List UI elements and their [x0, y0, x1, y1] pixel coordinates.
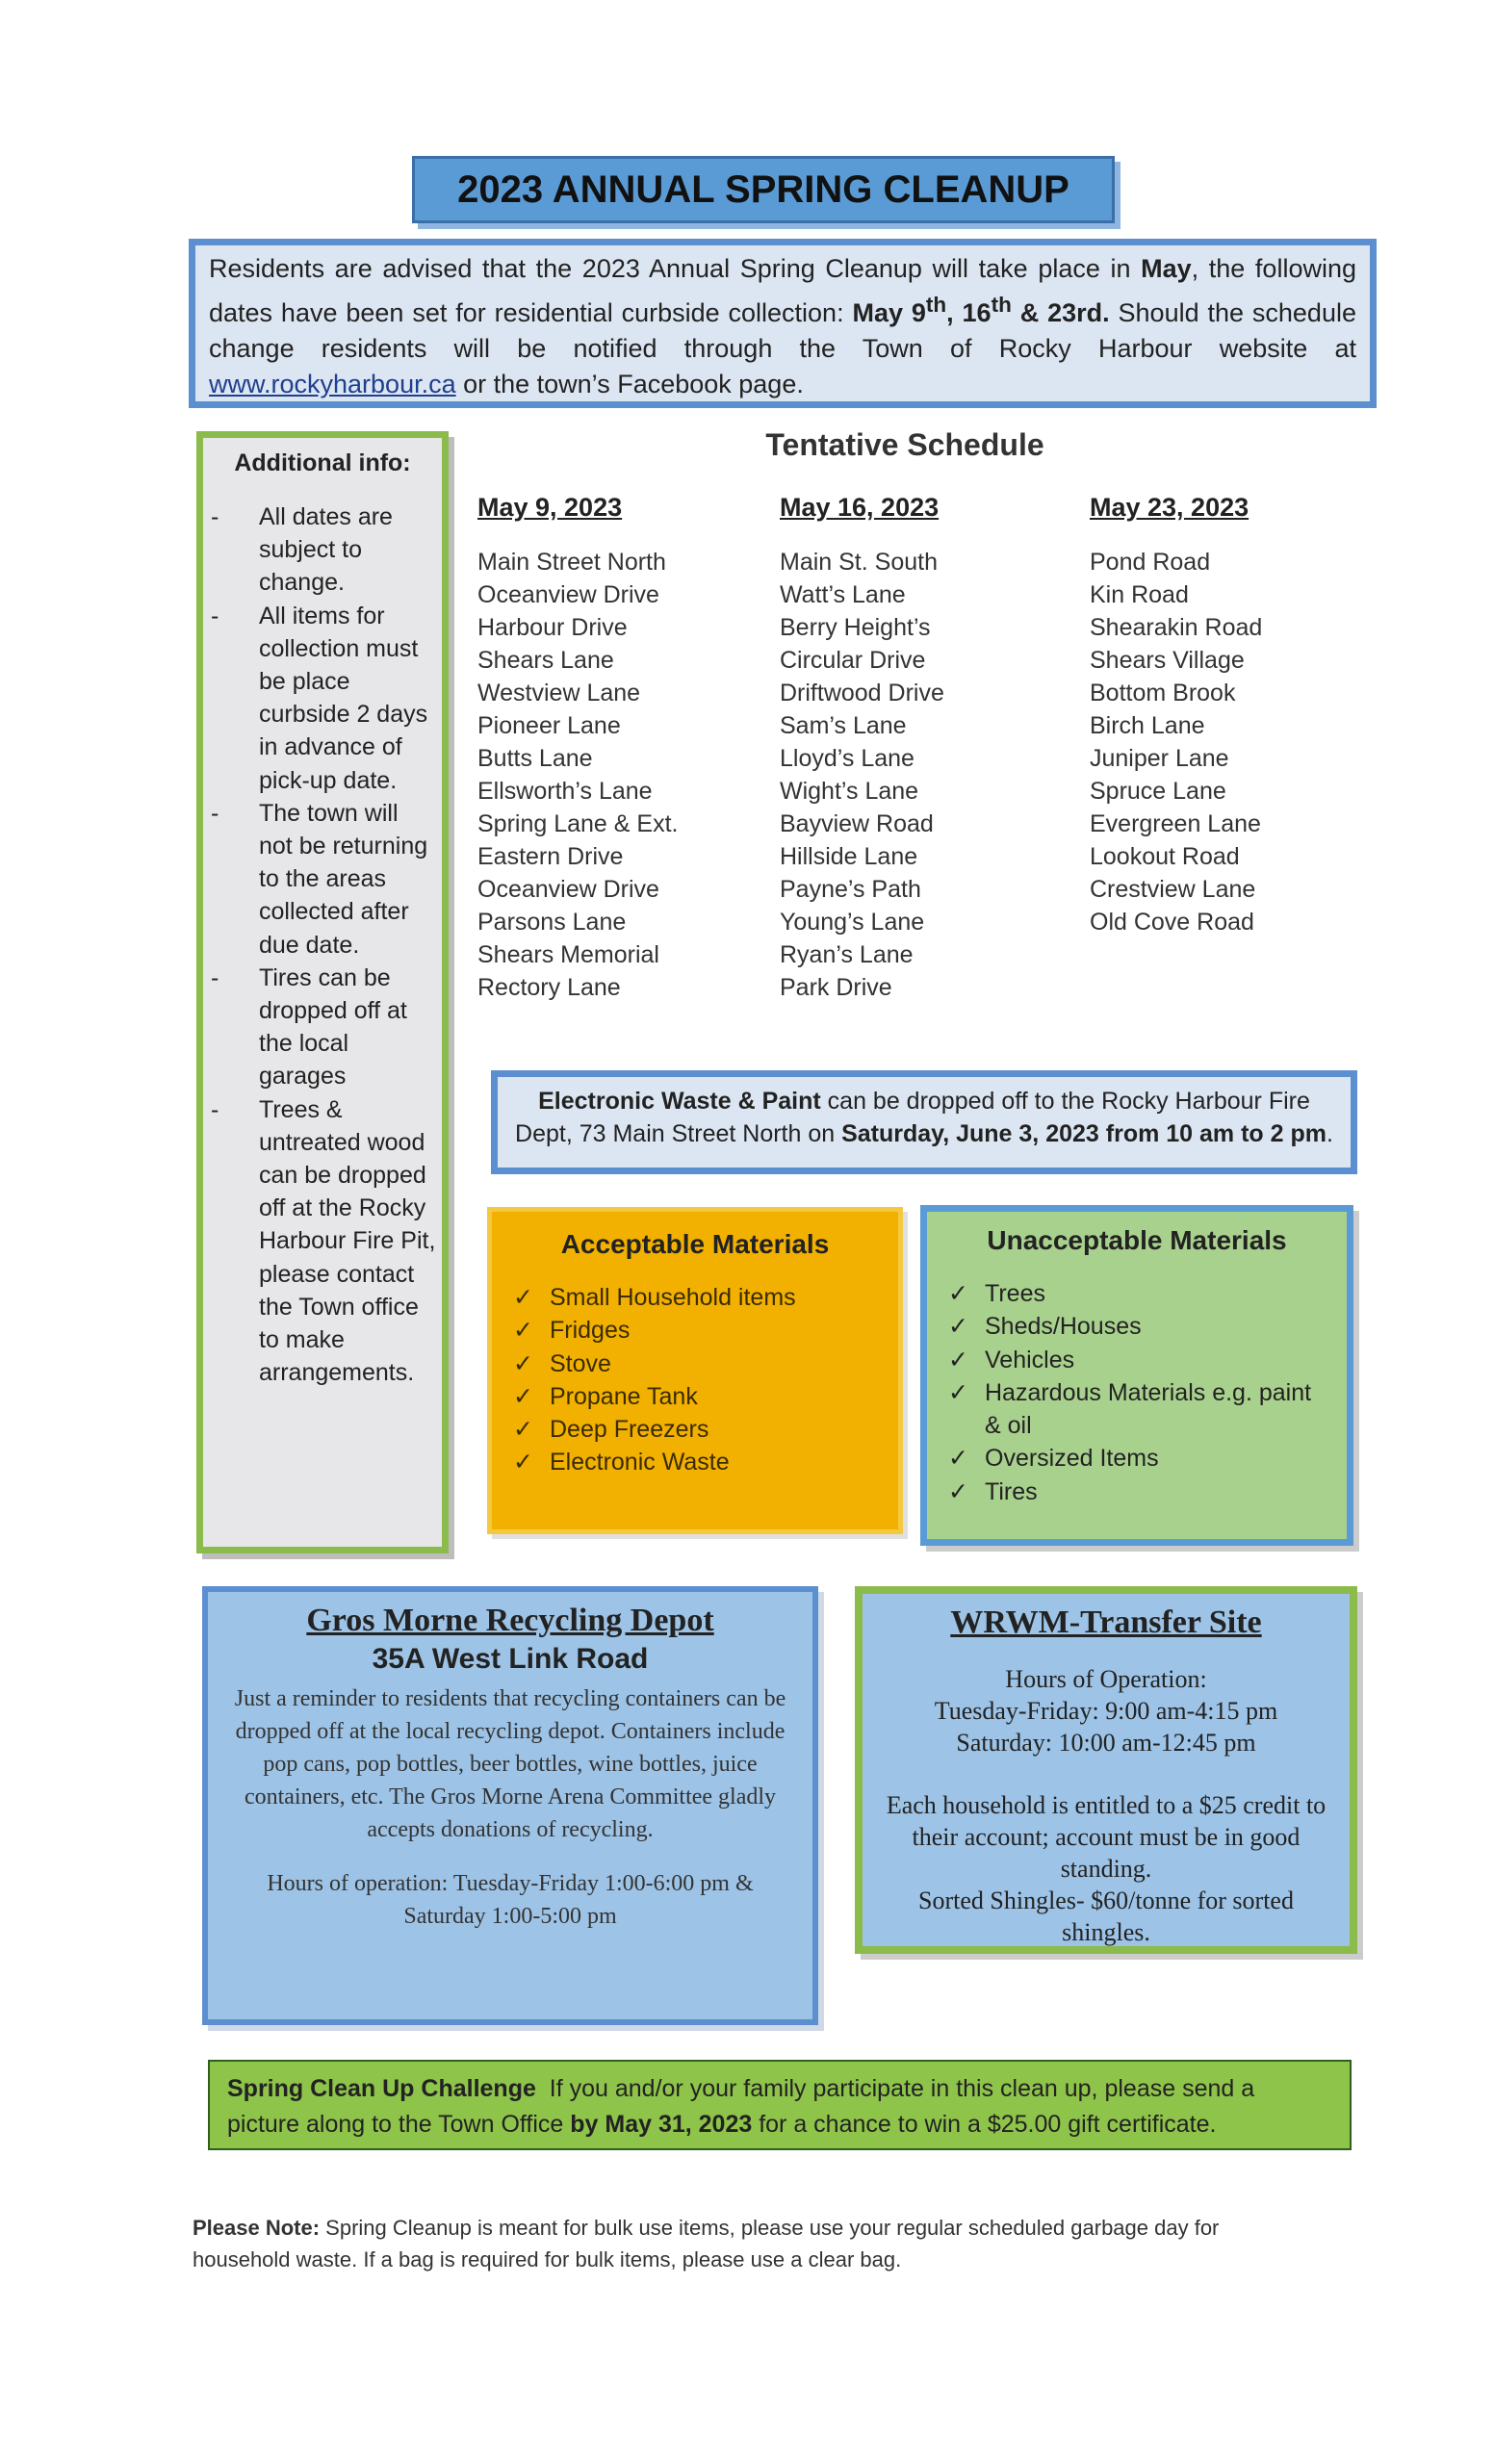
acceptable-item: ✓ Propane Tank: [505, 1380, 885, 1413]
schedule-column-may-16: [780, 493, 944, 1004]
wrwm-weekday-hours: Tuesday-Friday: 9:00 am-4:15 pm: [934, 1697, 1278, 1725]
street-name: Oceanview Drive: [477, 876, 659, 903]
gros-morne-title: Gros Morne Recycling Depot: [306, 1603, 714, 1638]
please-note: [193, 2212, 1309, 2275]
street-name: Young’s Lane: [780, 909, 925, 936]
dash-bullet: -: [211, 602, 219, 629]
check-icon: ✓: [513, 1284, 533, 1311]
street-name: Butts Lane: [477, 745, 593, 772]
street-name: Juniper Lane: [1090, 745, 1229, 772]
dash-bullet: -: [211, 799, 219, 827]
check-icon: ✓: [513, 1416, 533, 1444]
check-icon: ✓: [948, 1313, 968, 1341]
ewaste-text: can be dropped off to the Rocky Harbour Fire Dept, 73 Main Street North on: [515, 1088, 1310, 1147]
challenge-text: If you and/or your family participate in this clean up, please send a picture along to the Town Office: [227, 2075, 1262, 2138]
note-text: Spring Cleanup is meant for bulk use items, please use your regular scheduled garbage day for household waste. If a bag is required for bulk items, please use a clear bag.: [193, 2216, 1220, 2272]
acceptable-item: ✓ Fridges: [505, 1314, 885, 1347]
ewaste-label: Electronic Waste & Paint: [538, 1088, 821, 1115]
street-name: Shears Village: [1090, 647, 1245, 674]
unacceptable-item: ✓ Sheds/Houses: [940, 1310, 1333, 1343]
gros-morne-body: Just a reminder to residents that recycling containers can be dropped off at the local recycling depot. Containers include pop cans, pop bottles, beer bottles, wine bottles, juice containers, etc. The Gros Morne Arena Committee gladly accepts donations of recycling.: [234, 1686, 786, 1842]
ewaste-date: Saturday, June 3, 2023 from 10 am to 2 pm: [841, 1120, 1327, 1147]
check-icon: ✓: [948, 1346, 968, 1373]
street-name: Driftwood Drive: [780, 680, 944, 706]
intro-text-2: , the following dates have been set for residential curbside collection:: [209, 254, 1356, 327]
schedule-date: May 9, 2023: [477, 493, 623, 522]
street-name: Evergreen Lane: [1090, 810, 1261, 837]
additional-info-item: - Trees & untreated wood can be dropped off at the Rocky Harbour Fire Pit, please contact the Town office to make arrangements.: [209, 1093, 436, 1390]
unacceptable-item: ✓ Trees: [940, 1277, 1333, 1310]
challenge-banner: [208, 2060, 1352, 2150]
dash-bullet: -: [211, 1095, 219, 1123]
street-name: Main Street North: [477, 549, 666, 576]
unacceptable-materials-list: [940, 1277, 1333, 1508]
street-name: Payne’s Path: [780, 876, 921, 903]
street-name: Rectory Lane: [477, 974, 621, 1001]
wrwm-shingles: Sorted Shingles- $60/tonne for sorted shingles.: [918, 1886, 1294, 1946]
street-name: Bottom Brook: [1090, 680, 1236, 706]
street-name: Ryan’s Lane: [780, 941, 914, 968]
street-name: Shearakin Road: [1090, 614, 1263, 641]
additional-info-item: - All items for collection must be place curbside 2 days in advance of pick-up date.: [209, 600, 436, 797]
gros-morne-recycling-box: [202, 1586, 818, 2025]
challenge-deadline: by May 31, 2023: [570, 2111, 753, 2138]
street-name: Shears Memorial: [477, 941, 659, 968]
ewaste-notice: Electronic Waste & Paint can be dropped off to the Rocky Harbour Fire Dept, 73 Main Street North on Saturday, June 3, 2023 from 10 am to 2 pm.: [491, 1070, 1357, 1174]
street-name: Berry Height’s: [780, 614, 931, 641]
intro-dates: May 9th, 16th & 23rd.: [852, 293, 1110, 327]
street-name: Park Drive: [780, 974, 892, 1001]
street-name: Watt’s Lane: [780, 581, 906, 608]
street-name: Birch Lane: [1090, 712, 1205, 739]
unacceptable-materials-box: [920, 1205, 1353, 1546]
intro-text-4: or the town’s Facebook page.: [455, 370, 804, 398]
schedule-date: May 23, 2023: [1090, 493, 1249, 522]
wrwm-hours-label: Hours of Operation:: [1005, 1665, 1207, 1693]
street-name: Lloyd’s Lane: [780, 745, 914, 772]
wrwm-title: WRWM-Transfer Site: [950, 1604, 1262, 1640]
acceptable-materials-header: Acceptable Materials: [560, 1229, 830, 1259]
dash-bullet: -: [211, 503, 219, 530]
street-name: Circular Drive: [780, 647, 926, 674]
additional-info-item: - Tires can be dropped off at the local garages: [209, 962, 436, 1093]
note-label: Please Note:: [193, 2216, 321, 2240]
wrwm-transfer-site-box: [855, 1586, 1357, 1954]
check-icon: ✓: [948, 1477, 968, 1505]
additional-info-item: - The town will not be returning to the areas collected after due date.: [209, 797, 436, 962]
wrwm-credit: Each household is entitled to a $25 credit to their account; account must be in good standing.: [886, 1791, 1327, 1883]
acceptable-materials-box: [487, 1207, 903, 1534]
street-name: Hillside Lane: [780, 843, 918, 870]
challenge-text-end: for a chance to win a $25.00 gift certificate.: [752, 2111, 1217, 2138]
website-link[interactable]: www.rockyharbour.ca: [209, 370, 456, 398]
check-icon: ✓: [948, 1445, 968, 1473]
intro-text-1: Residents are advised that the 2023 Annual Spring Cleanup will take place in: [209, 254, 1142, 283]
check-icon: ✓: [513, 1317, 533, 1345]
street-name: Lookout Road: [1090, 843, 1240, 870]
acceptable-item: ✓ Stove: [505, 1348, 885, 1380]
street-name: Pioneer Lane: [477, 712, 621, 739]
street-name: Crestview Lane: [1090, 876, 1256, 903]
street-name: Spruce Lane: [1090, 778, 1226, 805]
street-name: Oceanview Drive: [477, 581, 659, 608]
street-name: Wight’s Lane: [780, 778, 919, 805]
check-icon: ✓: [948, 1378, 968, 1406]
gros-morne-hours: Hours of operation: Tuesday-Friday 1:00-6:00 pm & Saturday 1:00-5:00 pm: [267, 1871, 754, 1929]
street-name: Parsons Lane: [477, 909, 627, 936]
intro-month: May: [1141, 254, 1192, 283]
street-name: Eastern Drive: [477, 843, 624, 870]
unacceptable-item: ✓ Tires: [940, 1476, 1333, 1508]
unacceptable-item: ✓ Hazardous Materials e.g. paint & oil: [940, 1376, 1333, 1443]
check-icon: ✓: [513, 1449, 533, 1476]
additional-info-list: [209, 500, 436, 1389]
challenge-label: Spring Clean Up Challenge: [227, 2075, 536, 2102]
page-title: 2023 ANNUAL SPRING CLEANUP: [457, 168, 1069, 211]
intro-text-3: Should the schedule change residents will be notified through the Town of Rocky Harbour website at: [209, 298, 1356, 363]
additional-info-item: - All dates are subject to change.: [209, 500, 436, 600]
street-name: Sam’s Lane: [780, 712, 907, 739]
street-name: Old Cove Road: [1090, 909, 1254, 936]
schedule-title: Tentative Schedule: [765, 427, 1044, 462]
unacceptable-item: ✓ Vehicles: [940, 1344, 1333, 1376]
schedule-column-may-9: [477, 493, 678, 1004]
additional-info-panel: [196, 431, 449, 1553]
additional-info-header: Additional info:: [234, 449, 411, 476]
street-name: Pond Road: [1090, 549, 1211, 576]
dash-bullet: -: [211, 963, 219, 991]
acceptable-materials-list: [505, 1281, 885, 1479]
street-name: Kin Road: [1090, 581, 1189, 608]
street-name: Main St. South: [780, 549, 938, 576]
acceptable-item: ✓ Deep Freezers: [505, 1413, 885, 1446]
unacceptable-materials-header: Unacceptable Materials: [987, 1225, 1287, 1255]
unacceptable-item: ✓ Oversized Items: [940, 1442, 1333, 1475]
check-icon: ✓: [513, 1349, 533, 1377]
schedule-date: May 16, 2023: [780, 493, 940, 522]
street-name: Shears Lane: [477, 647, 614, 674]
gros-morne-address: 35A West Link Road: [372, 1643, 649, 1675]
street-name: Harbour Drive: [477, 614, 628, 641]
street-name: Bayview Road: [780, 810, 934, 837]
intro-notice: [189, 239, 1377, 408]
title-banner: [412, 156, 1115, 223]
street-name: Spring Lane & Ext.: [477, 810, 679, 837]
wrwm-saturday-hours: Saturday: 10:00 am-12:45 pm: [956, 1729, 1256, 1757]
street-name: Ellsworth’s Lane: [477, 778, 653, 805]
acceptable-item: ✓ Electronic Waste: [505, 1446, 885, 1478]
check-icon: ✓: [948, 1280, 968, 1307]
street-name: Westview Lane: [477, 680, 641, 706]
schedule-column-may-23: [1090, 493, 1262, 938]
check-icon: ✓: [513, 1382, 533, 1410]
acceptable-item: ✓ Small Household items: [505, 1281, 885, 1314]
